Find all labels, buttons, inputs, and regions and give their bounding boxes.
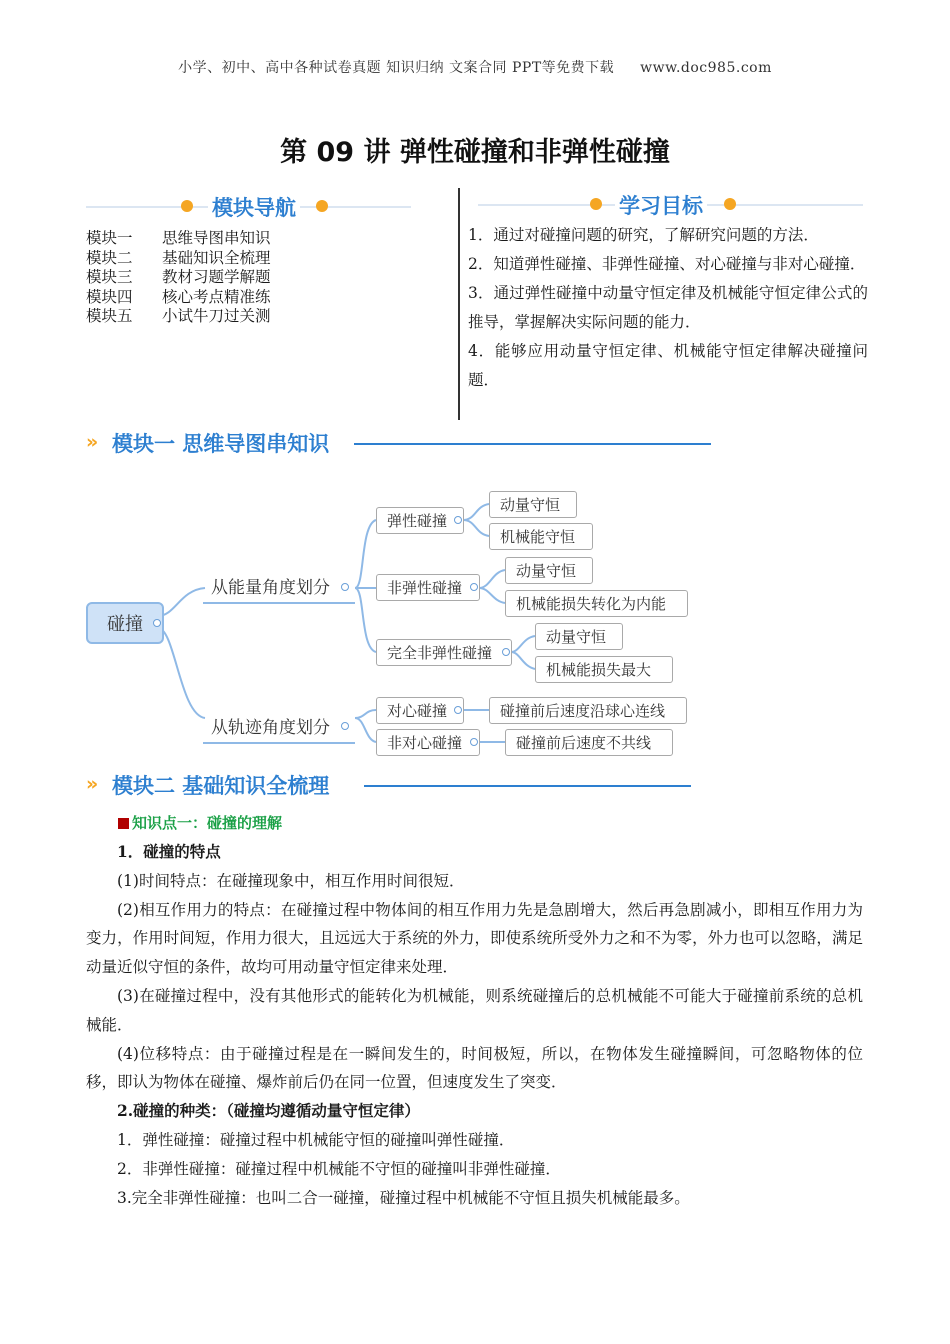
mindmap-energy-branch[interactable]: 从能量角度划分 [203,573,355,604]
collapse-toggle-icon[interactable] [470,738,478,746]
paragraph: 2．非弹性碰撞：碰撞过程中机械能不守恒的碰撞叫非弹性碰撞． [117,1159,561,1178]
module2-banner [86,770,691,800]
goal-item: 1．通过对碰撞问题的研究，了解研究问题的方法． [468,226,819,244]
nav-heading: 模块导航 [208,192,300,222]
mindmap-node-noncentral[interactable]: 非对心碰撞 [376,729,480,756]
nav-item-module: 模块四 [86,287,133,306]
header-banner-text: 小学、初中、高中各种试卷真题 知识归纳 文案合同 PPT等免费下载 [178,60,615,76]
collapse-toggle-icon[interactable] [502,648,510,656]
mindmap-leaf-noncentral[interactable]: 碰撞前后速度不共线 [505,729,673,756]
double-chevron-icon: » [86,431,99,453]
collapse-toggle-icon[interactable] [341,583,349,591]
mindmap-leaf-inelastic-energy[interactable]: 机械能损失转化为内能 [505,590,688,617]
nav-item-name: 思维导图串知识 [162,229,271,247]
nav-item-name: 教材习题学解题 [162,268,271,286]
mindmap-leaf-elastic-energy[interactable]: 机械能守恒 [489,523,593,550]
nav-item-module: 模块三 [86,268,133,286]
mindmap-leaf-perfect-momentum[interactable]: 动量守恒 [535,623,623,650]
goal-item: 4．能够应用动量守恒定律、机械能守恒定律解决碰撞问题． [468,342,868,389]
nav-item-module: 模块一 [86,229,133,247]
subheading: 2.碰撞的种类：（碰撞均遵循动量守恒定律） [117,1101,420,1121]
collapse-toggle-icon[interactable] [454,516,462,524]
knowledge-point-heading [118,812,282,833]
paragraph: 1．弹性碰撞：碰撞过程中机械能守恒的碰撞叫弹性碰撞． [117,1130,515,1149]
collapse-toggle-icon[interactable] [470,583,478,591]
collapse-toggle-icon[interactable] [454,706,462,714]
goals-heading: 学习目标 [615,190,707,220]
nav-item-name: 基础知识全梳理 [162,248,271,267]
mindmap-root-node[interactable]: 碰撞 [86,602,164,644]
goal-item: 3．通过弹性碰撞中动量守恒定律及机械能守恒定律公式的推导，掌握解决实际问题的能力． [468,284,868,331]
mindmap-node-inelastic[interactable]: 非弹性碰撞 [376,574,480,601]
paragraph: (1)时间特点：在碰撞现象中，相互作用时间很短． [117,871,465,890]
nav-item-name: 小试牛刀过关测 [162,307,271,325]
knowledge-point-title: 知识点一：碰撞的理解 [132,814,283,832]
red-square-bullet-icon [118,818,129,829]
collapse-toggle-icon[interactable] [153,619,161,627]
paragraph: (2)相互作用力的特点：在碰撞过程中物体间的相互作用力先是急剧增大，然后再急剧减小，即相互作用力为变力，作用时间短，作用力很大，且远远大于系统的外力，即使系统所受外力之和不为零，外力也可以忽略，满足动量近似守恒的条件，故均可用动量守恒定律来处理． [86,900,863,977]
paragraph: (3)在碰撞过程中，没有其他形式的能转化为机械能，则系统碰撞后的总机械能不可能大于碰撞前系统的总机械能． [86,986,863,1034]
collapse-toggle-icon[interactable] [341,722,349,730]
module2-heading: 模块二 基础知识全梳理 [112,774,330,798]
mindmap-leaf-central[interactable]: 碰撞前后速度沿球心连线 [489,697,687,724]
module2-body [86,838,863,1212]
module1-heading: 模块一 思维导图串知识 [112,432,330,456]
subheading: 1．碰撞的特点 [117,842,221,861]
mindmap-node-elastic[interactable]: 弹性碰撞 [376,507,464,534]
module2-rule [364,785,691,787]
mindmap-leaf-elastic-momentum[interactable]: 动量守恒 [489,491,577,518]
goal-item: 2．知道弹性碰撞、非弹性碰撞、对心碰撞与非对心碰撞． [468,255,866,273]
mindmap-trajectory-branch[interactable]: 从轨迹角度划分 [203,713,355,744]
mindmap-node-central[interactable]: 对心碰撞 [376,697,464,724]
mindmap-node-perfect-inelastic[interactable]: 完全非弹性碰撞 [376,639,512,666]
nav-item-module: 模块五 [86,307,133,325]
nav-item-module: 模块二 [86,248,133,267]
nav-item-name: 核心考点精准练 [162,287,271,306]
double-chevron-icon: » [86,773,99,795]
paragraph: (4)位移特点：由于碰撞过程是在一瞬间发生的，时间极短，所以，在物体发生碰撞瞬间，可忽略物体的位移，即认为物体在碰撞、爆炸前后仍在同一位置，但速度发生了突变． [86,1044,863,1092]
mindmap-leaf-perfect-energy[interactable]: 机械能损失最大 [535,656,673,683]
paragraph: 3.完全非弹性碰撞：也叫二合一碰撞，碰撞过程中机械能不守恒且损失机械能最多。 [117,1188,690,1207]
mindmap-leaf-inelastic-momentum[interactable]: 动量守恒 [505,557,593,584]
header-site-link[interactable]: www.doc985.com [640,60,772,76]
page-title: 第 09 讲 弹性碰撞和非弹性碰撞 [280,137,670,168]
